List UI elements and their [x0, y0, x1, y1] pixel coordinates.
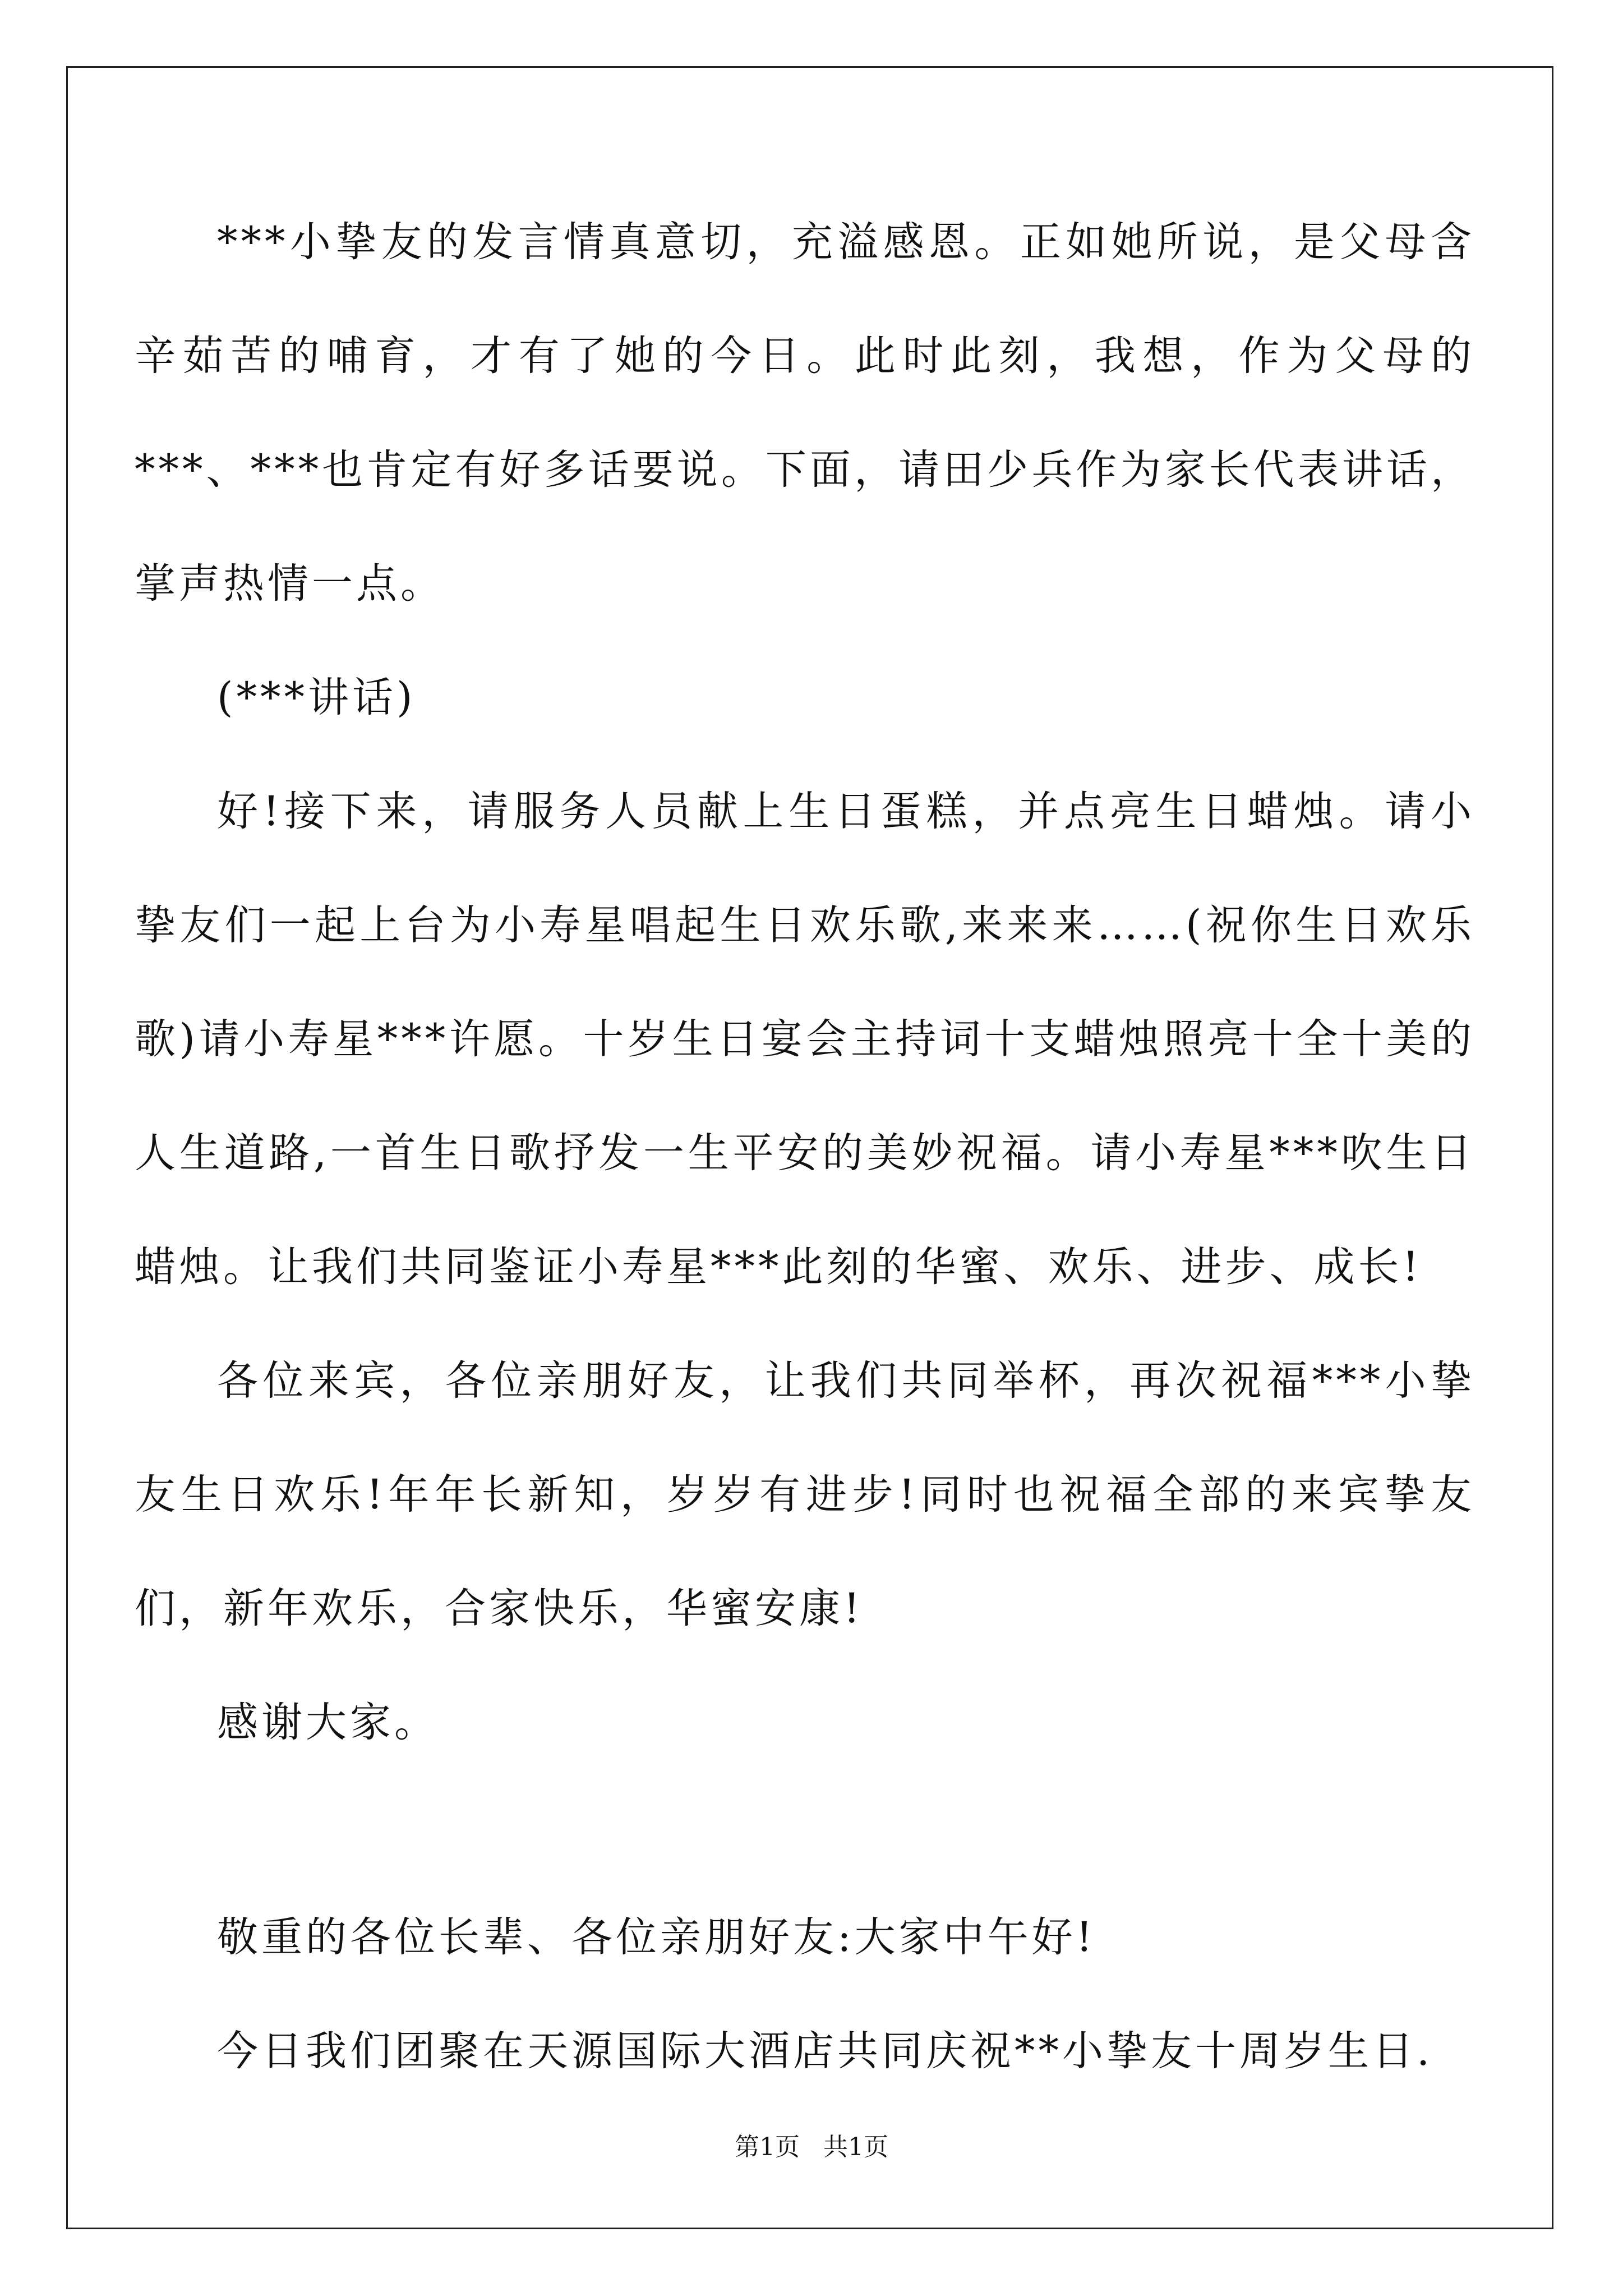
- paragraph-greeting: 敬重的各位长辈、各位亲朋好友:大家中午好!: [217, 1913, 1096, 1961]
- paragraph-toast: 各位来宾，各位亲朋好友，让我们共同举杯，再次祝福***小挚友生日欢乐!年年长新知，岁岁有进步!同时也祝福全部的来宾挚友们，新年欢乐，合家快乐，华蜜安康!: [135, 1357, 1475, 1632]
- paragraph-thanks: 感谢大家。: [217, 1699, 439, 1746]
- paragraph-parent-intro: ***小挚友的发言情真意切，充溢感恩。正如她所说，是父母含辛茹苦的哺育，才有了她的今日。此时此刻，我想，作为父母的***、***也肯定有好多话要说。下面，请田少兵作为家长代表讲话，掌声热情一点。: [135, 218, 1475, 608]
- paragraph-cake-ceremony: 好!接下来，请服务人员献上生日蛋糕，并点亮生日蜡烛。请小挚友们一起上台为小寿星唱起生日欢乐歌,来来来……(祝你生日欢乐歌)请小寿星***许愿。十岁生日宴会主持词十支蜡烛照亮十全十美的人生道路,一首生日歌抒发一生平安的美妙祝福。请小寿星***吹生日蜡烛。让我们共同鉴证小寿星***此刻的华蜜、欢乐、进步、成长!: [135, 788, 1475, 1291]
- footer-spacer: [800, 2133, 823, 2161]
- paragraph-opening: 今日我们团聚在天源国际大酒店共同庆祝**小挚友十周岁生日.: [217, 2027, 1433, 2075]
- page-total: 共1页: [823, 2133, 888, 2161]
- document-body: [135, 185, 1475, 2108]
- paragraph-speech-note: (***讲话): [217, 674, 416, 721]
- page-number: 第1页: [735, 2133, 800, 2161]
- section-gap: [135, 1779, 1475, 1880]
- page-footer: [0, 2131, 1623, 2164]
